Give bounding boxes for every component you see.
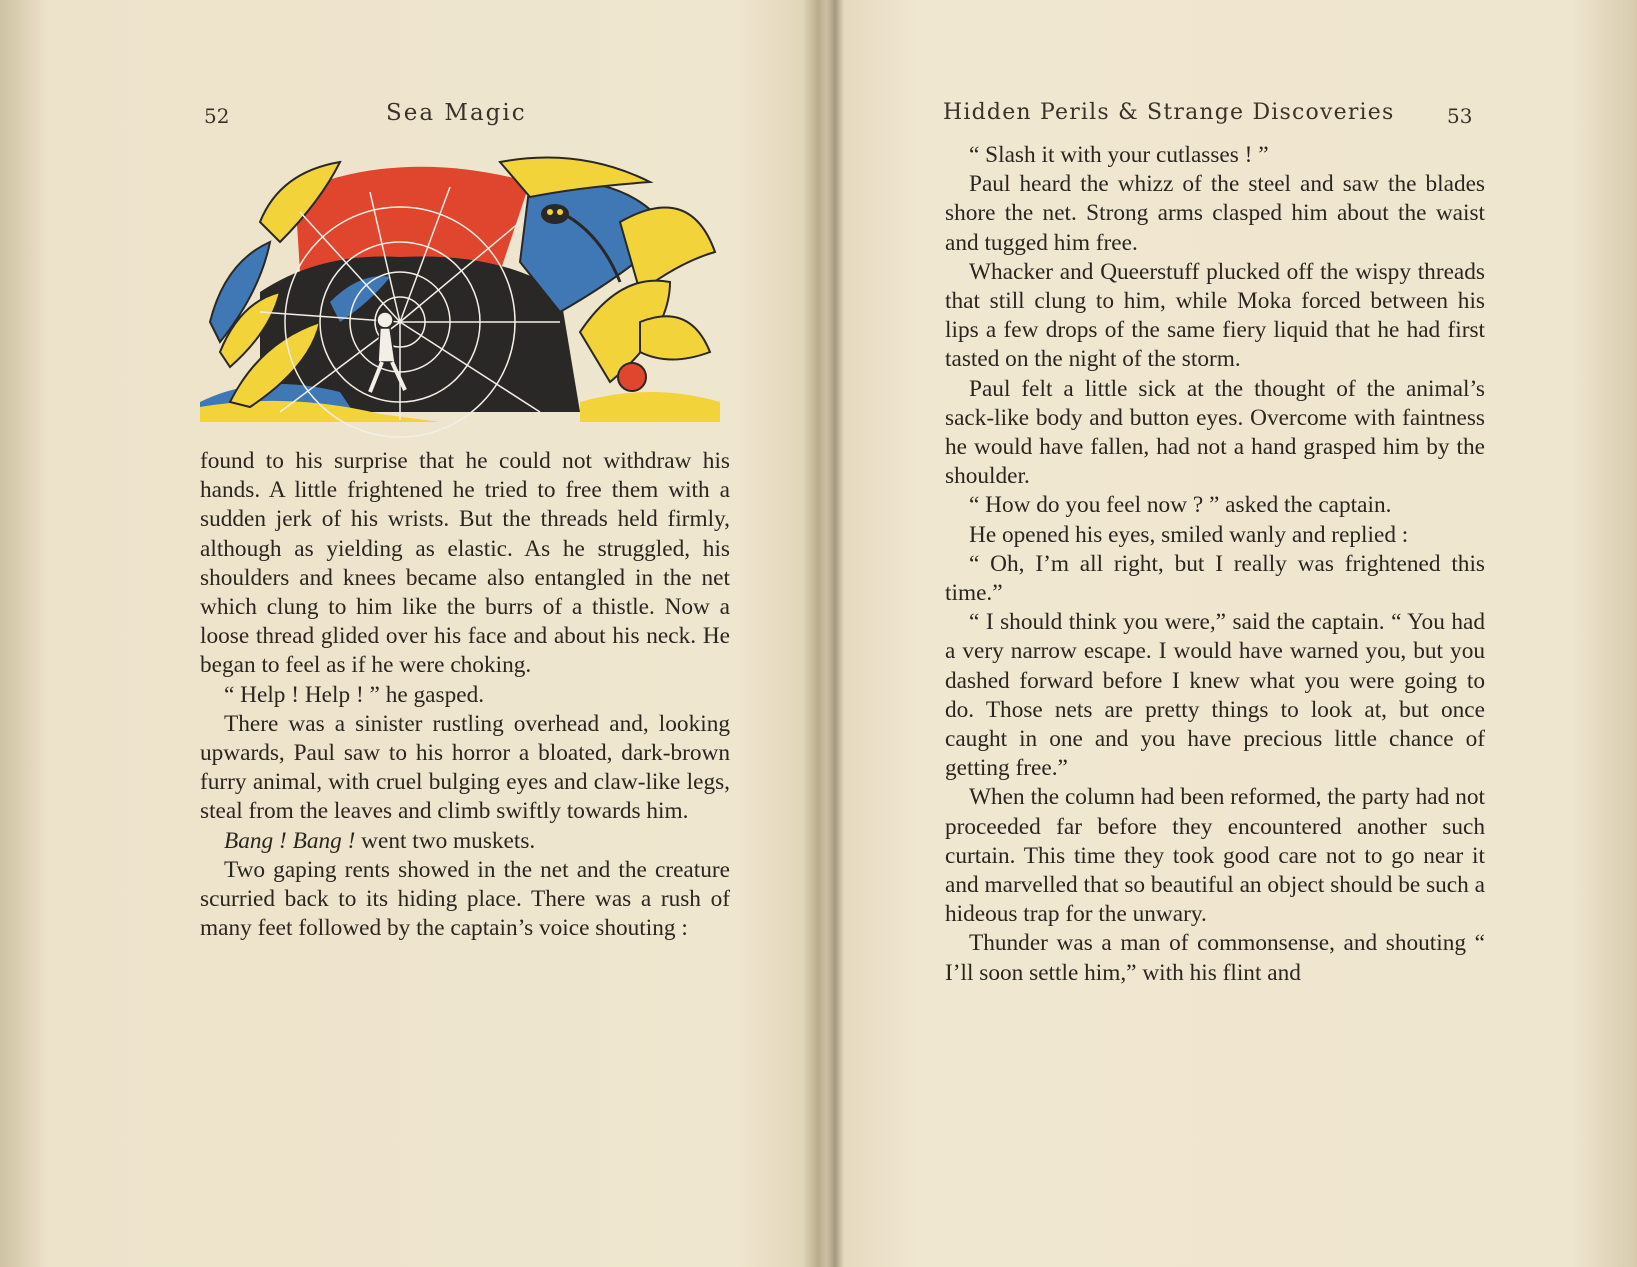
paragraph: Two gaping rents showed in the net and the creature scurried back to its hiding place. There was a rush of many feet followed by the captain’s voice shouting : <box>200 856 730 942</box>
paragraph: “ I should think you were,” said the captain. “ You had a very narrow escape. I would have warned you, but you dashed forward before I knew what you were going to do. Those nets are pretty things to look at, but once caught in one and you have precious little chance of getting free.” <box>945 609 1485 782</box>
right-page-body <box>945 141 1485 988</box>
left-page-body <box>200 447 730 943</box>
paragraph: When the column had been reformed, the party had not proceeded far before they encountered another such curtain. This time they took good care not to go near it and marvelled that so beautiful an object should be such a hideous trap for the unwary. <box>945 784 1485 928</box>
paragraph: “ Oh, I’m all right, but I really was frightened this time.” <box>945 550 1485 607</box>
paragraph <box>200 827 730 856</box>
spider-figure <box>541 204 569 224</box>
paragraph: “ How do you feel now ? ” asked the captain. <box>969 492 1392 519</box>
paragraph: found to his surprise that he could not withdraw his hands. A little frightened he tried to free them with a sudden jerk of his wrists. But the threads held firmly, although as yielding as elastic. As he struggled, his shoulders and knees became also entangled in the net which clung to him like the burrs of a thistle. Now a loose thread glided over his face and about his neck. He began to feel as if he were choking. <box>200 448 730 679</box>
running-head-left: Sea Magic <box>386 100 527 126</box>
paragraph: “ Help ! Help ! ” he gasped. <box>224 681 485 708</box>
paragraph: Whacker and Queerstuff plucked off the wispy threads that still clung to him, while Moka forced between his lips a few drops of the same fiery liquid that he had first tasted on the night of the storm. <box>945 258 1485 373</box>
paragraph-rest: went two muskets. <box>355 827 536 854</box>
spider-web-illustration <box>200 152 730 442</box>
paragraph: “ Slash it with your cutlasses ! ” <box>969 142 1269 168</box>
paragraph: Paul felt a little sick at the thought of the animal’s sack-like body and button eyes. Overcome with faintness he would have fallen, had not a hand grasped him by the shoulder. <box>945 375 1485 490</box>
italic-sound: Bang ! Bang ! <box>224 827 356 854</box>
running-head-right: Hidden Perils & Strange Discoveries <box>943 100 1395 125</box>
page-number-right: 53 <box>1447 104 1473 128</box>
right-page <box>835 0 1637 1267</box>
paragraph: Thunder was a man of commonsense, and shouting “ I’ll soon settle him,” with his flint and <box>945 930 1485 986</box>
page-number-left: 52 <box>204 104 230 128</box>
paragraph: Paul heard the whizz of the steel and saw the blades shore the net. Strong arms clasped him about the waist and tugged him free. <box>945 171 1485 256</box>
paragraph: There was a sinister rustling overhead and, looking upwards, Paul saw to his horror a bloated, dark-brown furry animal, with cruel bulging eyes and claw-like legs, steal from the leaves and climb swiftly towards him. <box>200 710 730 825</box>
paragraph: He opened his eyes, smiled wanly and replied : <box>969 521 1409 548</box>
